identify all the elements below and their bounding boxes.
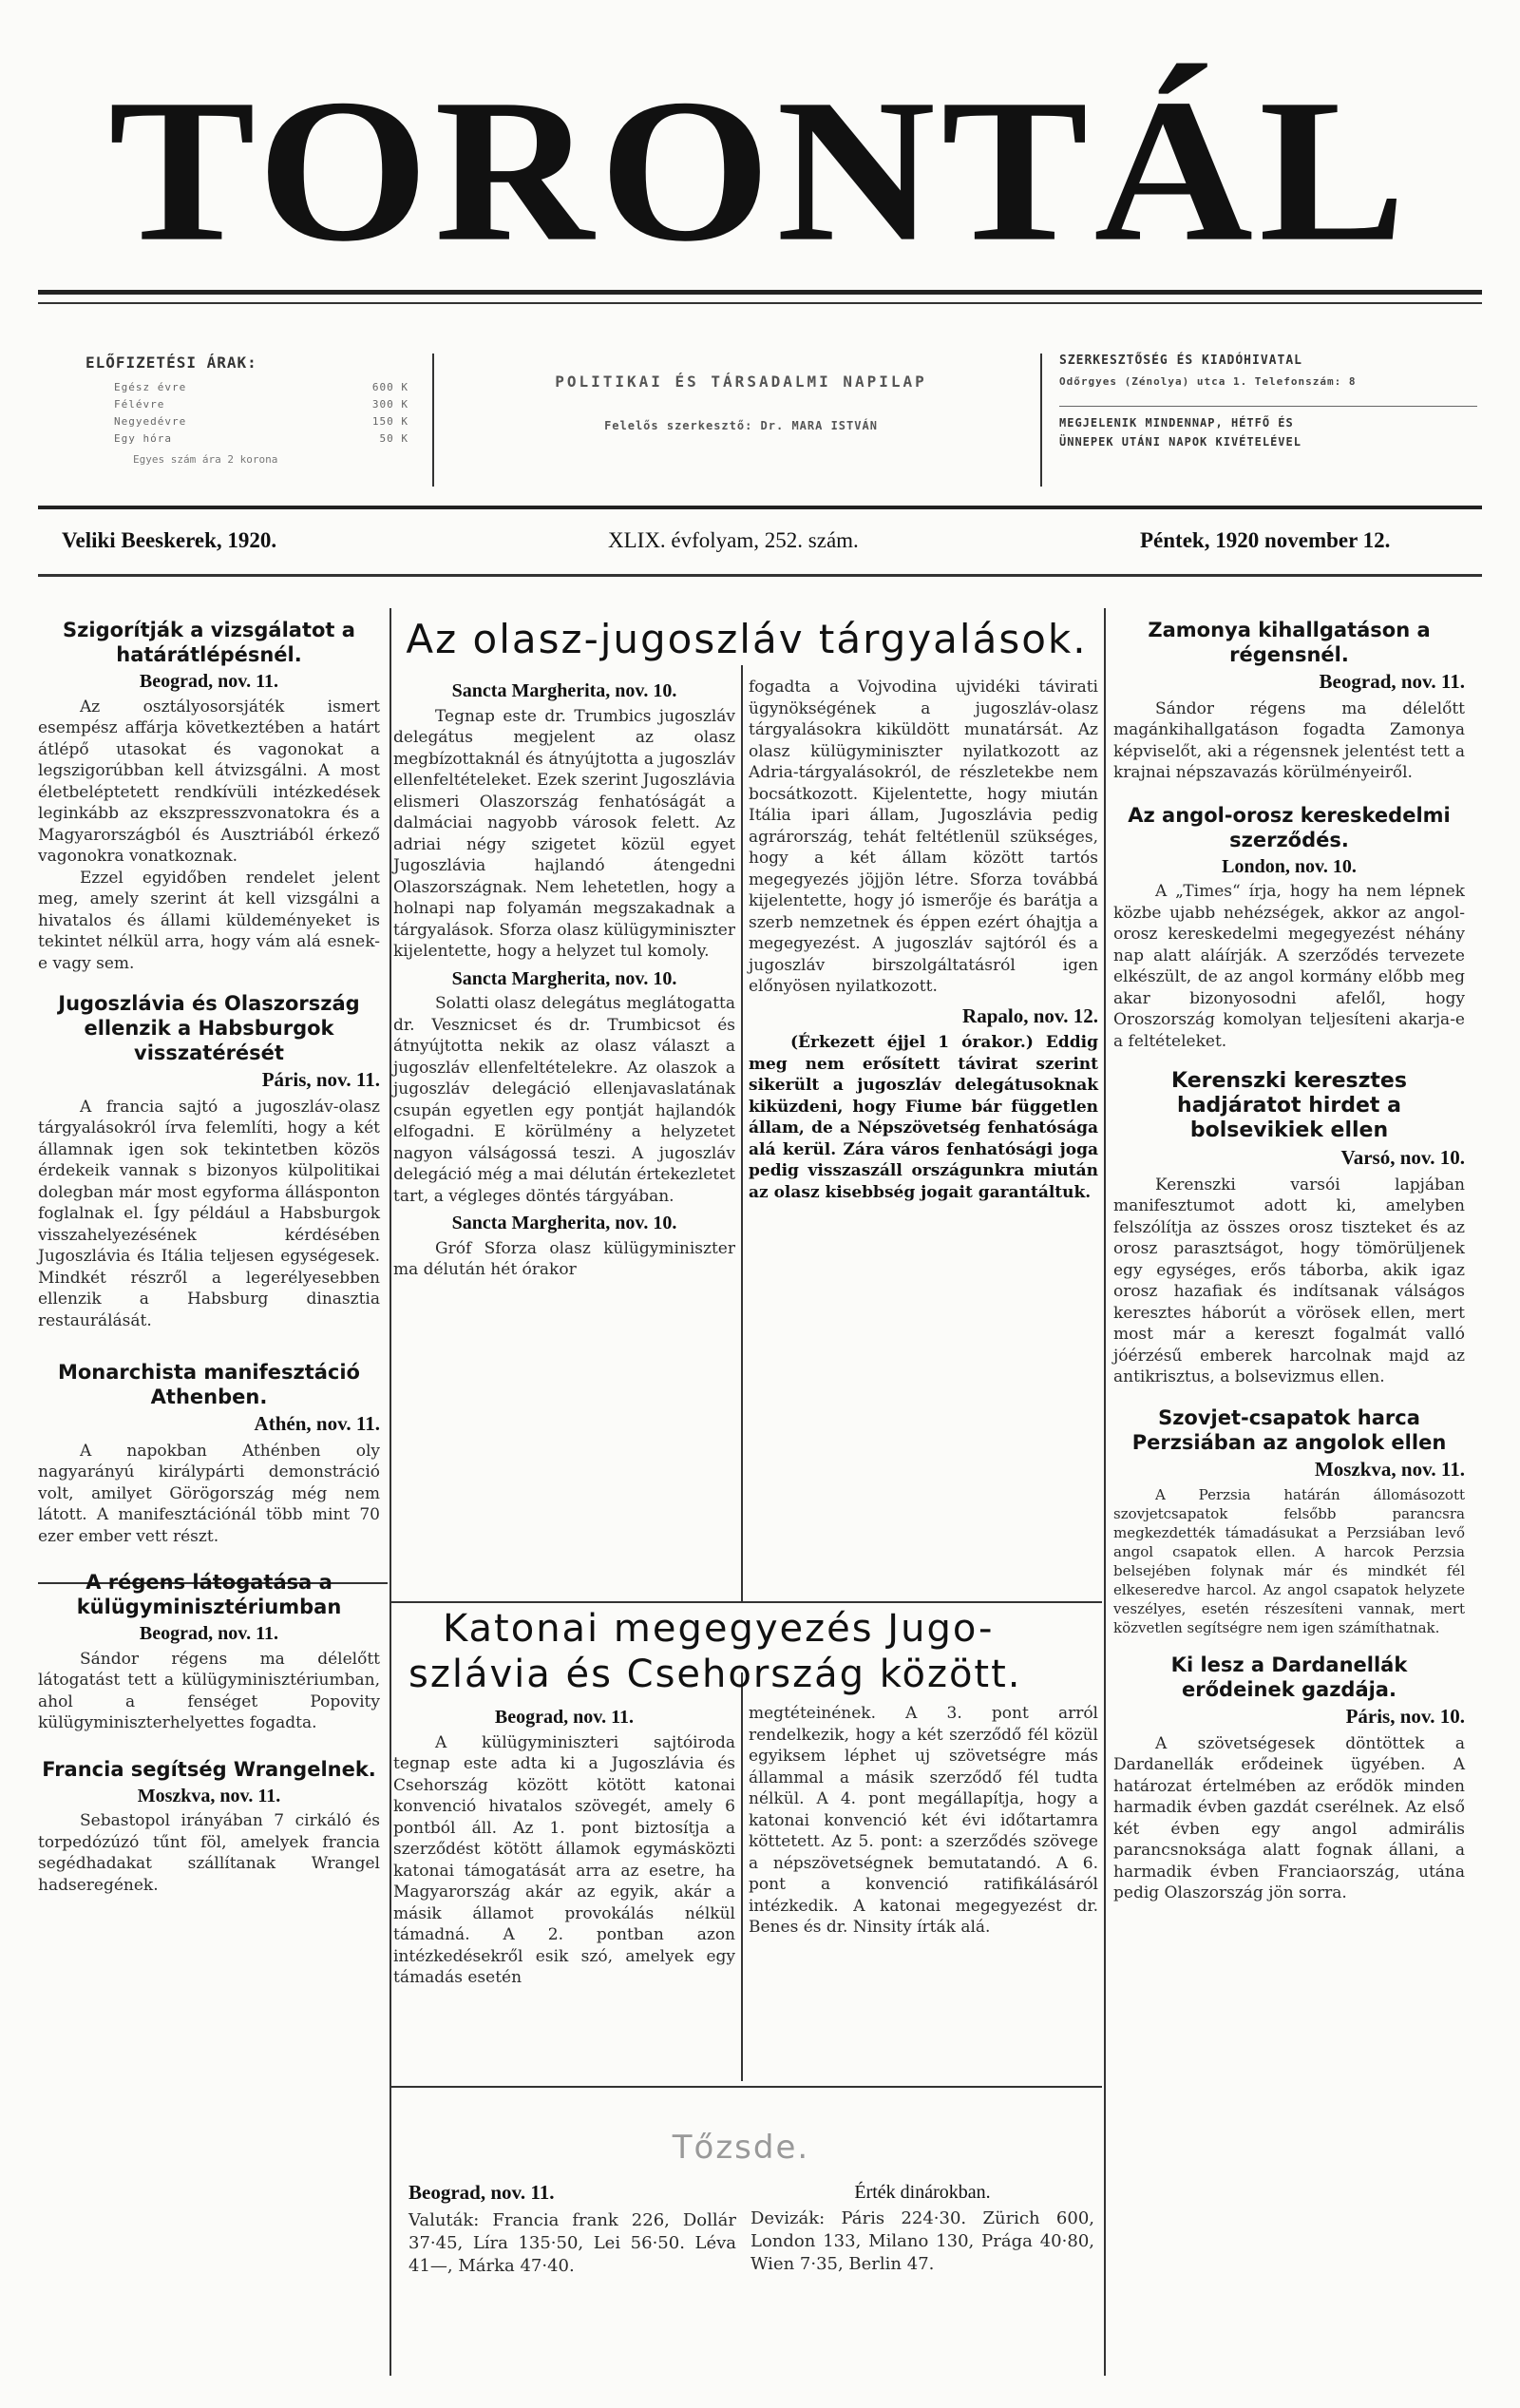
volume-number: XLIX. évfolyam, 252. szám. (608, 528, 859, 552)
subscription-heading: ELŐFIZETÉSI ÁRAK: (86, 354, 257, 372)
dateline: Athén, nov. 11. (254, 1412, 380, 1435)
subtitle-box (456, 373, 1026, 432)
dateline: Beograd, nov. 11. (139, 671, 279, 692)
headline-line: szlávia és Csehország között. (408, 1653, 1022, 1696)
headline-line: Katonai megegyezés Jugo- (443, 1607, 995, 1651)
article-paragraph: (Érkezett éjjel 1 órakor.) Eddig meg nem erősített távirat szerint sikerült a jugoszláv delegátusoknak kiküzdeni, hogy Fiume bár független állam, de a Népszövetség fenhatósága alá kerül. Zára város fenhatósági joga pedig visszaszáll országunkra miután az olasz kisebbség jogait garantáltuk. (749, 1033, 1098, 1202)
dateline: Rapalo, nov. 12. (962, 1003, 1098, 1027)
price-list (114, 379, 408, 448)
dateline-rule-bottom (38, 574, 1482, 577)
bourse-title: Tőzsde. (672, 2129, 810, 2167)
place-year: Veliki Beeskerek, 1920. (62, 528, 277, 552)
issue-date: Péntek, 1920 november 12. (1140, 528, 1391, 552)
masthead-divider (432, 354, 434, 487)
article-paragraph: A francia sajtó a jugoszláv-olasz tárgyalásokról írva felemlíti, hogy a két államnak igen sok tekintetben közös érdekeik vannak s bizonyos külpolitikai dolegban már most egyforma állásponton foglalnak el. Így például a Habsburgok visszahelyezésének kérdésében Jugoszlávia és Itália teljesen egységesek. Mindkét részről a legerélyesebben ellenzik a Habsburg dinasztia restaurálását. (38, 1097, 380, 1330)
column-military-left (393, 1703, 735, 1989)
newspaper-subtitle: POLITIKAI ÉS TÁRSADALMI NAPILAP (555, 373, 927, 391)
currency-rates: Valuták: Francia frank 226, Dollár 37·45, Líra 135·50, Lei 56·50. Léva 41—, Márka 47·40. (408, 2209, 736, 2276)
price-row: Egész évre 600 K (114, 381, 408, 393)
headline-kerensky: Kerenszki keresztes hadjáratot hirdet a bolsevikiek ellen (1171, 1069, 1407, 1142)
headline-habsburgs: Jugoszlávia és Olaszország ellenzik a Habsburgok visszatérését (58, 992, 360, 1064)
column-3 (749, 677, 1098, 1203)
article-paragraph: Sebastopol irányában 7 cirkáló és torpedózúzó tűnt föl, amelyek francia segédhadakat szállítanak Wrangel hadseregének. (38, 1811, 380, 1895)
appears-line-1: MEGJELENIK MINDENNAP, HÉTFŐ ÉS (1059, 416, 1294, 430)
dateline: London, nov. 10. (1222, 855, 1357, 877)
dateline: Beograd, nov. 11. (1319, 670, 1465, 693)
price-row: Egy hóra 50 K (114, 432, 408, 445)
column-military-right (749, 1703, 1098, 1939)
headline-persia: Szovjet-csapatok harca Perzsiában az angolok ellen (1131, 1405, 1447, 1454)
masthead-divider (1040, 354, 1042, 487)
office-heading: SZERKESZTŐSÉG ÉS KIADÓHIVATAL (1059, 354, 1302, 368)
article-paragraph: A szövetségesek döntöttek a Dardanellák erődeinek ügyében. A határozat értelmében az erődök minden harmadik évben gazdát cserélnek. Az első két évben egy angol admirális parancsnoksága alatt fognak állani, a harmadik évben Franciaország, utána pedig Olaszország jön sorra. (1113, 1733, 1465, 1902)
dateline: Páris, nov. 10. (1345, 1705, 1465, 1728)
dateline-rule (38, 506, 1482, 509)
headline-military-agreement (408, 1606, 1092, 1697)
section-rule (391, 1601, 1102, 1603)
column-divider (1104, 608, 1106, 2376)
column-2 (393, 677, 735, 1281)
article-paragraph: A külügyminiszteri sajtóiroda tegnap este adta ki a Jugoszlávia és Csehország között kötött katonai konvenció hivatalos szövegét, amely 6 pontból áll. Az 1. pont biztosítja a szerződést kötött államok egymásközti katonai támogatását arra az esetre, ha Magyarország akár az egyik, akár a másik államot provokálás nélkül támadná. A 2. pontban azon intézkedésekről esik szó, amelyek egy támadás esetén (393, 1732, 735, 1987)
office-address: Odőrgyes (Zénolya) utca 1. Telefonszám: 8 (1059, 375, 1357, 388)
dateline: Moszkva, nov. 11. (137, 1785, 281, 1806)
article-paragraph: megtéteinének. A 3. pont arról rendelkezik, hogy a két szerződő fél közül egyiksem léphet uj szövetségre más állammal a másik szerződő fél tudta nélkül. A 4. pont megállapítja, hogy a katonai konvenció két évi időtartamra köttetett. Az 5. pont: a szerződés szövege a népszövetségnek bemutatandó. A 6. pont a konvenció ratifikálásáról intézkedik. A katonai megegyezést dr. Benes és dr. Ninsity írták alá. (749, 1704, 1098, 1937)
article-paragraph: A napokban Athénben oly nagyarányú királypárti demonstráció volt, amilyet Görögország még nem látott. A manifesztációnál több mint 70 ezer ember vett részt. (38, 1441, 380, 1546)
dateline: Páris, nov. 11. (261, 1068, 380, 1091)
article-paragraph: Kerenszki varsói lapjában manifesztumot adott ki, amelyben felszólítja az összes orosz tiszteket és az orosz parasztságot, hogy tömörüljenek egy egységes, erős táborba, akik igaz orosz hazafiak és indítsanak válságos keresztes háborút a vörösek ellen, mert most már a kereszt fogalmát valló jóérzésű emberek harcolnak majd az antikrisztus, a bolsevizmus ellen. (1113, 1175, 1465, 1386)
section-rule (391, 2086, 1102, 2088)
article-paragraph: Tegnap este dr. Trumbics jugoszláv delegátus megjelent az olasz megbízottaknál és átnyújtotta a jugoszláv ellenfeltételeket. Ezek szerint Jugoszlávia elismeri Olaszország fenhatóságát a dalmáciai nagyobb városok felett. Az adriai négy szigetet közül egyet Jugoszlávia hajlandó átengedni Olaszországnak. Nem lehetetlen, hogy a holnapi nap folyamán megszakadnak a tárgyalások. Sforza olasz külügyminiszter kijelentette, hogy a helyzet tul komoly. (393, 706, 735, 961)
price-row: Félévre 300 K (114, 398, 408, 411)
column-divider (390, 608, 391, 2376)
headline-athens: Monarchista manifesztáció Athenben. (57, 1361, 360, 1408)
column-divider (741, 1672, 743, 2081)
article-paragraph: Sándor régens ma délelőtt magánkihallgatáson fogadta Zamonya képviselőt, aki a régensnek jelentést tett a krajnai népszavazás körülményeiről. (1113, 698, 1465, 782)
appears-line-2: ÜNNEPEK UTÁNI NAPOK KIVÉTELÉVEL (1059, 435, 1302, 449)
dateline: Sancta Margherita, nov. 10. (451, 680, 677, 701)
dateline: Varsó, nov. 10. (1340, 1146, 1465, 1169)
headline-dardanelles: Ki lesz a Dardanellák erődeinek gazdája. (1170, 1653, 1408, 1701)
article-paragraph: Solatti olasz delegátus meglátogatta dr. Vesznicset és dr. Trumbicsot és átnyújtotta nekik az olasz választ a jugoszláv ellenfeltételekre. Az olaszok a jugoszláv delegáció ellenjavaslatának csupán egyetlen egy pontját hajlandók elfogadni. E körülmény a helyzetet nagyon válságossá teszi. A jugoszláv delegáció még a mai délután értekezletet tart, a végleges döntés tárgyában. (393, 994, 735, 1206)
dateline: Sancta Margherita, nov. 10. (451, 1213, 677, 1233)
dateline: Beograd, nov. 11. (408, 2181, 555, 2204)
price-note: Egyes szám ára 2 korona (133, 453, 278, 466)
column-divider (741, 665, 743, 1601)
masthead-rule (38, 290, 1482, 295)
subscription-box (86, 354, 408, 466)
dateline: Sancta Margherita, nov. 10. (451, 967, 677, 989)
newspaper-title: TORONTÁL (108, 57, 1412, 285)
article-paragraph: A Perzsia határán állomásozott szovjetcsapatok felsőbb parancsra megkezdették támadásukat a Perzsiában levő angol csapatok ellen. A harcok Perzsia belsejében folynak már és mindkét fél elkeseredve harcol. Az angol csapatok helyzete veszélyes, esetén részesíteni vannak, mert közvetlen segítségre nem igen számíthatnak. (1113, 1486, 1465, 1636)
bourse-heading: Érték dinárokban. (854, 2182, 991, 2203)
price-row: Negyedévre 150 K (114, 415, 408, 428)
headline-zamonya: Zamonya kihallgatáson a régensnél. (1148, 619, 1431, 666)
article-paragraph: Az osztályosorsjáték ismert esempész affárja következtében a határt átlépő utasokat és vagonokat a legszigorúbban kell átvizsgálni. A most életbeléptetett rendkívüli intézkedések leginkább az ekszpresszvonatokra és a Magyarországból és Ausztriából érkező vagonokra vonatkoznak. (38, 697, 380, 866)
office-box (1059, 354, 1482, 449)
headline-anglo-russian: Az angol-orosz kereskedelmi szerződés. (1128, 803, 1451, 851)
editor-line: Felelős szerkesztő: Dr. MARA ISTVÁN (604, 419, 878, 432)
column-4 (1113, 618, 1465, 1904)
dateline: Moszkva, nov. 11. (1314, 1457, 1465, 1481)
headline-border-checks: Szigorítják a vizsgálatot a határátlépésnél. (63, 619, 355, 666)
article-paragraph: fogadta a Vojvodina ujvidéki távirati ügynökségének a jugoszláv-olasz tárgyalásokra kiküldött munatársát. Az olasz külügyminiszter nyilatkozott az Adria-tárgyalásokról, de részletekbe nem bocsátkozott. Kijelentette, hogy miután Itália ipari állam, Jugoszlávia pedig agrárország, tehát feltétlenül szükséges, hogy a két állam között tartós megegyezés jöjjön létre. Sforza továbbá kijelentette, hogy jó ismerője és barátja a szerb nemzetnek és éppen ezért óhajtja a megegyezést. A jugoszláv sajtóról és a jugoszláv birszolgáltatásról igen előnyösen nyilatkozott. (749, 678, 1098, 996)
article-paragraph: Sándor régens ma délelőtt látogatást tett a külügyminisztériumban, ahol a fenséget Popovity külügyminiszterhelyettes fogadta. (38, 1649, 380, 1732)
dateline: Beograd, nov. 11. (494, 1707, 635, 1728)
article-paragraph: Gróf Sforza olasz külügyminiszter ma délután hét órakor (393, 1238, 735, 1279)
article-paragraph: A „Times“ írja, hogy ha nem lépnek közbe ujabb nehézségek, akkor az angol-orosz kereskedelmi megegyezést néhány nap alatt aláírják. A szerződés tervezete elkészült, de az angol kormány előbb meg akar bizonyosodni afelől, hogy Oroszország komolyan teljesíteni akarja-e a feltételeket. (1113, 882, 1465, 1051)
bourse-right (750, 2178, 1094, 2276)
masthead-rule-thin (38, 302, 1482, 304)
headline-regent-visit: A régens látogatása a külügyminisztériumban (76, 1571, 342, 1618)
article-paragraph: Ezzel egyidőben rendelet jelent meg, amely szerint át kell vizsgálni a hivatalos és állami küldeményeket is tekintet nélkül arra, hogy vám alá esnek-e vagy sem. (38, 868, 380, 973)
exchange-rates: Devizák: Páris 224·30. Zürich 600, London 133, Milano 130, Prága 40·80, Wien 7·35, Berlin 47. (750, 2207, 1094, 2274)
office-rule (1059, 406, 1477, 407)
bourse-left (408, 2178, 736, 2278)
dateline: Beograd, nov. 11. (139, 1623, 279, 1644)
column-1 (38, 618, 380, 1896)
headline-italian-yugoslav-talks: Az olasz-jugoszláv tárgyalások. (406, 616, 1088, 662)
headline-wrangel: Francia segítség Wrangelnek. (42, 1757, 376, 1781)
